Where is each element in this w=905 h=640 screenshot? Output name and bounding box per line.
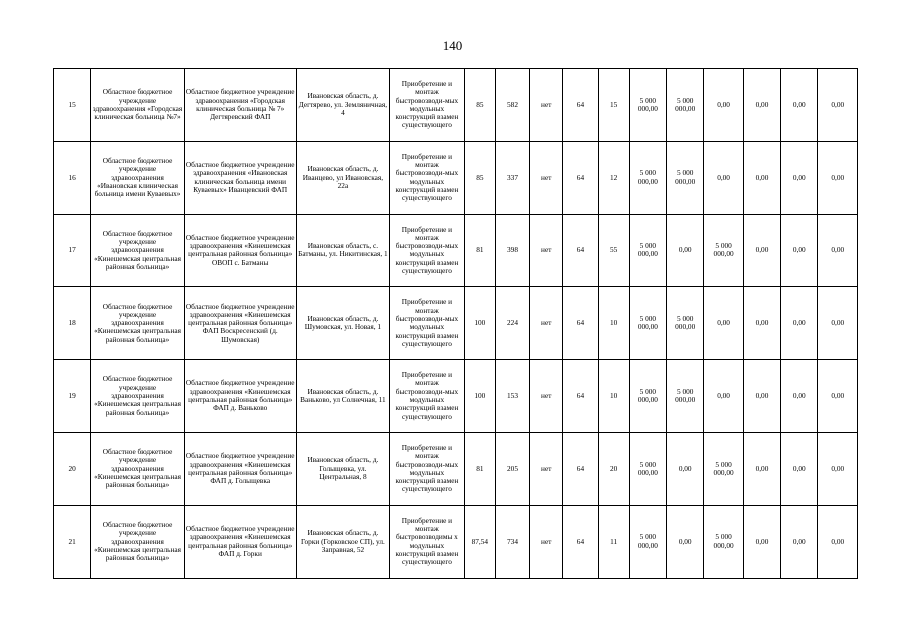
- capacity: 64: [563, 141, 598, 214]
- cost-year-5: 0,00: [818, 432, 858, 505]
- facility-name: Областное бюджетное учреждение здравоохранения «Ивановская клиническая больница имени Куваевых» Иванцевский ФАП: [184, 141, 296, 214]
- wear-percent: 100: [464, 360, 495, 433]
- institution-name: Областное бюджетное учреждение здравоохранения «Ивановская клиническая больница имени Куваевых»: [91, 141, 184, 214]
- institution-name: Областное бюджетное учреждение здравоохранения «Кинешемская центральная районная больница»: [91, 214, 184, 287]
- cost-year-2: 0,00: [704, 360, 743, 433]
- cost-year-3: 0,00: [743, 360, 780, 433]
- row-number: 18: [54, 287, 91, 360]
- cost-year-1: 0,00: [667, 214, 704, 287]
- row-number: 21: [54, 505, 91, 578]
- visits: 20: [598, 432, 629, 505]
- table-row: [54, 287, 858, 360]
- cost-year-4: 0,00: [781, 360, 818, 433]
- total-cost: 5 000 000,00: [629, 360, 666, 433]
- availability: нет: [530, 141, 563, 214]
- cost-year-1: 5 000 000,00: [667, 141, 704, 214]
- visits: 12: [598, 141, 629, 214]
- works-description: Приобретение и монтаж быстровозводи-мых модульных конструкций взамен существующего: [390, 69, 465, 142]
- facility-address: Ивановская область, с. Батманы, ул. Никитинская, 1: [296, 214, 389, 287]
- facility-address: Ивановская область, д. Шумовская, ул. Новая, 1: [296, 287, 389, 360]
- table-row: [54, 141, 858, 214]
- population-served: 582: [495, 69, 529, 142]
- population-served: 205: [495, 432, 529, 505]
- facility-name: Областное бюджетное учреждение здравоохранения «Городская клиническая больница № 7» Дегтяревский ФАП: [184, 69, 296, 142]
- works-description: Приобретение и монтаж быстровозводимы х модульных конструкций взамен существующего: [390, 505, 465, 578]
- total-cost: 5 000 000,00: [629, 214, 666, 287]
- cost-year-3: 0,00: [743, 432, 780, 505]
- facility-address: Ивановская область, д. Дегтярево, ул. Земляничная, 4: [296, 69, 389, 142]
- total-cost: 5 000 000,00: [629, 141, 666, 214]
- visits: 55: [598, 214, 629, 287]
- facility-name: Областное бюджетное учреждение здравоохранения «Кинешемская центральная районная больница» ФАП д. Голыщевка: [184, 432, 296, 505]
- cost-year-3: 0,00: [743, 69, 780, 142]
- cost-year-3: 0,00: [743, 287, 780, 360]
- cost-year-5: 0,00: [818, 287, 858, 360]
- cost-year-5: 0,00: [818, 214, 858, 287]
- works-description: Приобретение и монтаж быстровозводи-мых модульных конструкций взамен существующего: [390, 287, 465, 360]
- cost-year-1: 5 000 000,00: [667, 69, 704, 142]
- facility-address: Ивановская область, д. Голыщевка, ул. Центральная, 8: [296, 432, 389, 505]
- row-number: 20: [54, 432, 91, 505]
- facility-name: Областное бюджетное учреждение здравоохранения «Кинешемская центральная районная больница» ФАП д. Ваньково: [184, 360, 296, 433]
- cost-year-5: 0,00: [818, 141, 858, 214]
- availability: нет: [530, 69, 563, 142]
- cost-year-1: 0,00: [667, 432, 704, 505]
- institution-name: Областное бюджетное учреждение здравоохранения «Кинешемская центральная районная больница»: [91, 287, 184, 360]
- visits: 10: [598, 360, 629, 433]
- facility-name: Областное бюджетное учреждение здравоохранения «Кинешемская центральная районная больница» ОВОП с. Батманы: [184, 214, 296, 287]
- wear-percent: 100: [464, 287, 495, 360]
- institution-name: Областное бюджетное учреждение здравоохранения «Кинешемская центральная районная больница»: [91, 360, 184, 433]
- facility-address: Ивановская область, д. Иванцево, ул Ивановская, 22а: [296, 141, 389, 214]
- cost-year-5: 0,00: [818, 505, 858, 578]
- cost-year-2: 5 000 000,00: [704, 505, 743, 578]
- capacity: 64: [563, 214, 598, 287]
- capacity: 64: [563, 432, 598, 505]
- row-number: 17: [54, 214, 91, 287]
- total-cost: 5 000 000,00: [629, 432, 666, 505]
- institution-name: Областное бюджетное учреждение здравоохранения «Городская клиническая больница №7»: [91, 69, 184, 142]
- cost-year-4: 0,00: [781, 505, 818, 578]
- facility-name: Областное бюджетное учреждение здравоохранения «Кинешемская центральная районная больница» ФАП Воскресенский (д. Шумовская): [184, 287, 296, 360]
- table-row: [54, 69, 858, 142]
- availability: нет: [530, 432, 563, 505]
- cost-year-1: 5 000 000,00: [667, 287, 704, 360]
- facilities-table: [53, 68, 858, 579]
- row-number: 19: [54, 360, 91, 433]
- facility-address: Ивановская область, д. Горки (Горковское СП), ул. Заправная, 52: [296, 505, 389, 578]
- capacity: 64: [563, 360, 598, 433]
- cost-year-4: 0,00: [781, 287, 818, 360]
- cost-year-2: 5 000 000,00: [704, 432, 743, 505]
- institution-name: Областное бюджетное учреждение здравоохранения «Кинешемская центральная районная больница»: [91, 432, 184, 505]
- capacity: 64: [563, 505, 598, 578]
- cost-year-4: 0,00: [781, 214, 818, 287]
- cost-year-1: 5 000 000,00: [667, 360, 704, 433]
- total-cost: 5 000 000,00: [629, 69, 666, 142]
- table-row: [54, 214, 858, 287]
- works-description: Приобретение и монтаж быстровозводи-мых модульных конструкций взамен существующего: [390, 360, 465, 433]
- row-number: 15: [54, 69, 91, 142]
- availability: нет: [530, 214, 563, 287]
- capacity: 64: [563, 287, 598, 360]
- visits: 15: [598, 69, 629, 142]
- wear-percent: 81: [464, 432, 495, 505]
- availability: нет: [530, 360, 563, 433]
- population-served: 734: [495, 505, 529, 578]
- population-served: 398: [495, 214, 529, 287]
- cost-year-4: 0,00: [781, 69, 818, 142]
- cost-year-5: 0,00: [818, 69, 858, 142]
- page-number: 140: [442, 38, 463, 53]
- total-cost: 5 000 000,00: [629, 287, 666, 360]
- cost-year-3: 0,00: [743, 505, 780, 578]
- capacity: 64: [563, 69, 598, 142]
- cost-year-4: 0,00: [781, 432, 818, 505]
- availability: нет: [530, 287, 563, 360]
- works-description: Приобретение и монтаж быстровозводи-мых модульных конструкций взамен существующего: [390, 432, 465, 505]
- facility-name: Областное бюджетное учреждение здравоохранения «Кинешемская центральная районная больница» ФАП д. Горки: [184, 505, 296, 578]
- total-cost: 5 000 000,00: [629, 505, 666, 578]
- population-served: 224: [495, 287, 529, 360]
- visits: 11: [598, 505, 629, 578]
- wear-percent: 87,54: [464, 505, 495, 578]
- works-description: Приобретение и монтаж быстровозводи-мых модульных конструкций взамен существующего: [390, 214, 465, 287]
- cost-year-2: 0,00: [704, 141, 743, 214]
- visits: 10: [598, 287, 629, 360]
- table-body: [54, 69, 858, 579]
- cost-year-2: 5 000 000,00: [704, 214, 743, 287]
- cost-year-4: 0,00: [781, 141, 818, 214]
- availability: нет: [530, 505, 563, 578]
- wear-percent: 85: [464, 69, 495, 142]
- table-row: [54, 360, 858, 433]
- wear-percent: 81: [464, 214, 495, 287]
- wear-percent: 85: [464, 141, 495, 214]
- row-number: 16: [54, 141, 91, 214]
- cost-year-3: 0,00: [743, 214, 780, 287]
- institution-name: Областное бюджетное учреждение здравоохранения «Кинешемская центральная районная больница»: [91, 505, 184, 578]
- population-served: 337: [495, 141, 529, 214]
- cost-year-2: 0,00: [704, 69, 743, 142]
- table-row: [54, 432, 858, 505]
- cost-year-5: 0,00: [818, 360, 858, 433]
- cost-year-2: 0,00: [704, 287, 743, 360]
- population-served: 153: [495, 360, 529, 433]
- works-description: Приобретение и монтаж быстровозводи-мых модульных конструкций взамен существующего: [390, 141, 465, 214]
- cost-year-3: 0,00: [743, 141, 780, 214]
- table-row: [54, 505, 858, 578]
- facility-address: Ивановская область, д. Ваньково, ул Солнечная, 11: [296, 360, 389, 433]
- cost-year-1: 0,00: [667, 505, 704, 578]
